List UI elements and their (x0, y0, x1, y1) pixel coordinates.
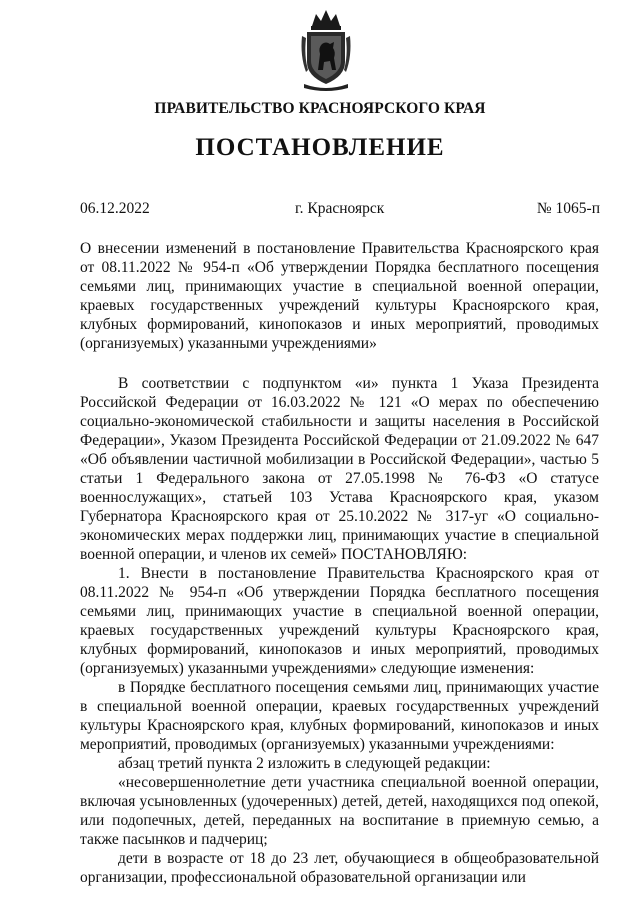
body-paragraph: дети в возрасте от 18 до 23 лет, обучающиеся в общеобразовательной организации, профессиональной образовательной организации или (80, 850, 599, 886)
document-date: 06.12.2022 (80, 200, 150, 217)
document-type-title: ПОСТАНОВЛЕНИЕ (195, 134, 445, 161)
body-paragraph: в Порядке бесплатного посещения семьями лиц, принимающих участие в специальной военной операции, краевых государственных учреждений культуры Красноярского края, клубных формирований, кинопоказов и иных мероприятий, проводимых (организуемых) указанными учреждениями: (80, 679, 599, 753)
body-paragraph: «несовершеннолетние дети участника специальной военной операции, включая усыновленных (удочеренных) детей, детей, находящихся под опекой, или подопечных, детей, переданных на воспитание в приемную семью, а также пасынков и падчериц; (80, 774, 599, 848)
document-city: г. Красноярск (295, 200, 385, 217)
document-body (80, 374, 599, 887)
krasnoyarsk-coat-of-arms-icon (298, 6, 354, 92)
document-subject: О внесении изменений в постановление Правительства Красноярского края от 08.11.2022 № 954-п «Об утверждении Порядка бесплатного посещения семьями лиц, принимающих участие в специальной военной операции, краевых государственных учреждений культуры Красноярского края, клубных формирований, кинопоказов и иных мероприятий, проводимых (организуемых) указанными учреждениями» (80, 240, 599, 352)
item-1-paragraph: 1. Внести в постановление Правительства Красноярского края от 08.11.2022 № 954-п «Об утверждении Порядка бесплатного посещения семьями лиц, принимающих участие в специальной военной операции, краевых государственных учреждений культуры Красноярского края, клубных формирований, кинопоказов и иных мероприятий, проводимых (организуемых) указанными учреждениями» следующие изменения: (80, 565, 599, 677)
preamble-paragraph: В соответствии с подпунктом «и» пункта 1 Указа Президента Российской Федерации от 16.03.2022 № 121 «О мерах по обеспечению социально-экономической стабильности и защиты населения в Российской Федерации», Указом Президента Российской Федерации от 21.09.2022 № 647 «Об объявлении частичной мобилизации в Российской Федерации», частью 5 статьи 1 Федерального закона от 27.05.1998 № 76-ФЗ «О статусе военнослужащих», статьей 103 Устава Красноярского края, указом Губернатора Красноярского края от 25.10.2022 № 317-уг «О социально-экономических мерах поддержки лиц, принимающих участие в специальной военной операции, и членов их семей» ПОСТАНОВЛЯЮ: (80, 375, 599, 563)
body-paragraph: абзац третий пункта 2 изложить в следующей редакции: (118, 755, 491, 772)
government-name: ПРАВИТЕЛЬСТВО КРАСНОЯРСКОГО КРАЯ (154, 100, 486, 117)
document-number: № 1065-п (536, 200, 600, 217)
